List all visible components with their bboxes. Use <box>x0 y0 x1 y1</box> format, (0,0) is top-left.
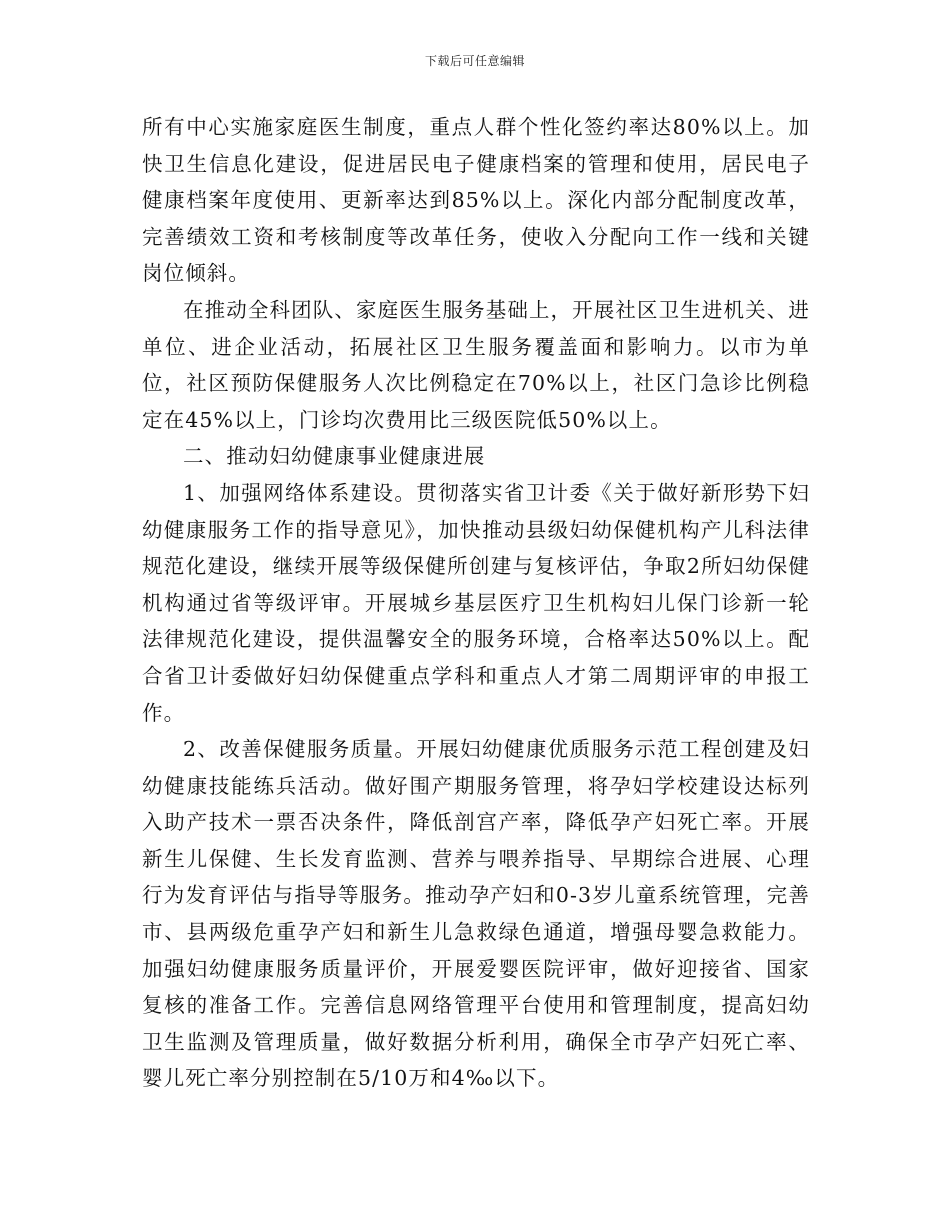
paragraph-network-system: 1、加强网络体系建设。贯彻落实省卫计委《关于做好新形势下妇幼健康服务工作的指导意见》，加快推动县级妇幼保健机构产儿科法律规范化建设，继续开展等级保健所创建与复核评估，争取2所妇幼保健机构通过省等级评审。开展城乡基层医疗卫生机构妇儿保门诊新一轮法律规范化建设，提供温馨安全的服务环境，合格率达50%以上。配合省卫计委做好妇幼保健重点学科和重点人才第二周期评审的申报工作。 <box>142 480 810 725</box>
paragraph-service-quality: 2、改善保健服务质量。开展妇幼健康优质服务示范工程创建及妇幼健康技能练兵活动。做好围产期服务管理，将孕妇学校建设达标列入助产技术一票否决条件，降低剖宫产率，降低孕产妇死亡率。开展新生儿保健、生长发育监测、营养与喂养指导、早期综合进展、心理行为发育评估与指导等服务。推动孕产妇和0-3岁儿童系统管理，完善市、县两级危重孕产妇和新生儿急救绿色通道，增强母婴急救能力。加强妇幼健康服务质量评价，开展爱婴医院评审，做好迎接省、国家复核的准备工作。完善信息网络管理平台使用和管理制度，提高妇幼卫生监测及管理质量，做好数据分析利用，确保全市孕产妇死亡率、婴儿死亡率分别控制在5/10万和4‰以下。 <box>142 737 810 1091</box>
paragraph-continuation: 所有中心实施家庭医生制度，重点人群个性化签约率达80%以上。加快卫生信息化建设，促进居民电子健康档案的管理和使用，居民电子健康档案年度使用、更新率达到85%以上。深化内部分配制度改革，完善绩效工资和考核制度等改革任务，使收入分配向工作一线和关键岗位倾斜。 <box>142 115 810 286</box>
section-heading: 二、推动妇幼健康事业健康进展 <box>183 444 486 469</box>
document-body <box>142 109 810 1097</box>
paragraph-community-health: 在推动全科团队、家庭医生服务基础上，开展社区卫生进机关、进单位、进企业活动，拓展社区卫生服务覆盖面和影响力。以市为单位，社区预防保健服务人次比例稳定在70%以上，社区门急诊比例稳定在45%以上，门诊均次费用比三级医院低50%以上。 <box>142 297 810 432</box>
page-header-note: 下载后可任意编辑 <box>424 54 525 68</box>
